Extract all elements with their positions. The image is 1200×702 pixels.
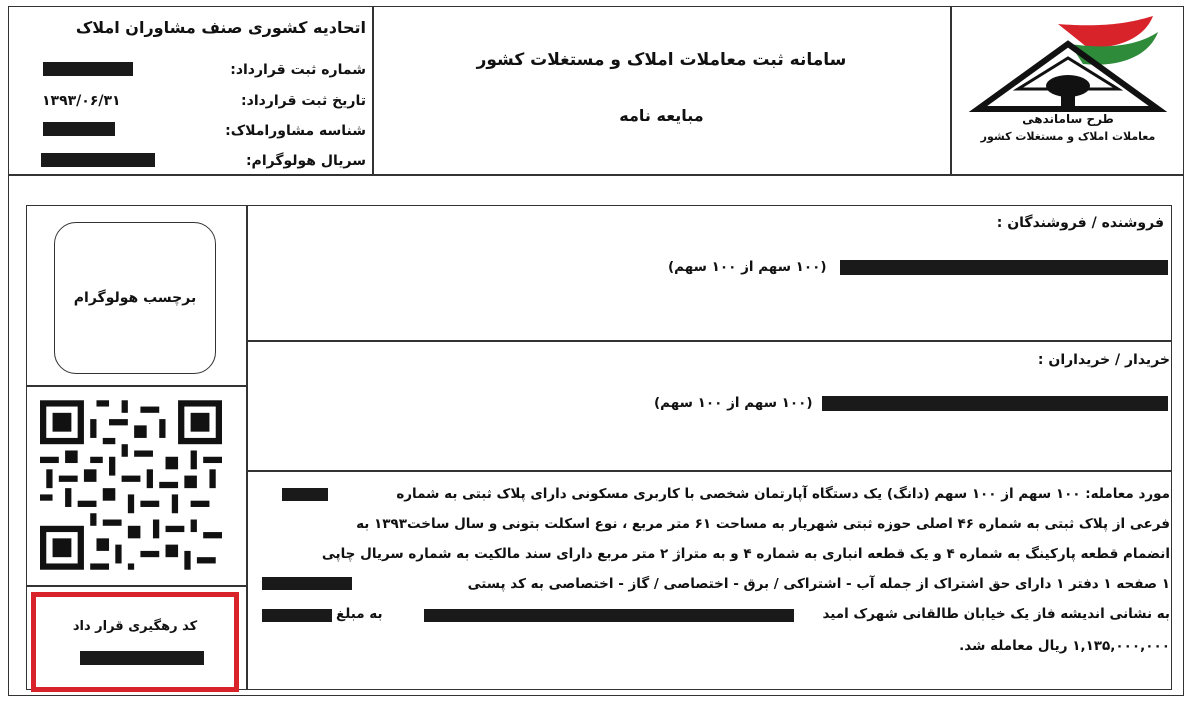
contract-number-label: شماره ثبت قرارداد: (230, 62, 366, 78)
subject-amount-words-redacted (262, 609, 332, 622)
agent-id-label: شناسه مشاوراملاک: (225, 123, 366, 139)
contract-date-label: تاریخ ثبت قرارداد: (241, 93, 366, 109)
subject-line-5: به نشانی اندیشه فاز یک خیابان طالقانی شهرک امید (822, 606, 1170, 622)
contract-number-redacted (43, 62, 133, 76)
subject-address-redacted (424, 609, 794, 622)
hologram-serial-label: سریال هولوگرام: (245, 153, 366, 169)
tracking-code-label: کد رهگیری قرار داد (72, 619, 198, 634)
buyer-share: (۱۰۰ سهم از ۱۰۰ سهم) (654, 395, 813, 411)
seller-name-redacted (840, 260, 1168, 275)
buyer-name-redacted (822, 396, 1168, 411)
union-title: اتحادیه کشوری صنف مشاوران املاک (75, 18, 366, 37)
seller-buyer-sep (246, 340, 1172, 342)
document-type: مبایعه نامه (619, 106, 704, 125)
contract-date-value: ۱۳۹۳/۰۶/۳۱ (42, 93, 121, 109)
hologram-serial-redacted (41, 153, 155, 167)
tracking-code-redacted (80, 651, 204, 665)
system-title: سامانه ثبت معاملات املاک و مستغلات کشور (476, 50, 847, 70)
agent-id-redacted (43, 122, 115, 136)
logo (958, 14, 1178, 164)
sidebar-sep-2 (26, 585, 246, 587)
buyer-subject-sep (246, 470, 1172, 472)
subject-line-2: فرعی از پلاک ثبتی به شماره ۴۶ اصلی حوزه ثبتی شهریار به مساحت ۶۱ متر مربع ، نوع اسکلت بتونی و سال ساخت۱۳۹۳ به (356, 516, 1170, 532)
logo-line2: معاملات املاک و مستغلات کشور (980, 130, 1156, 143)
hologram-sticker-box (54, 222, 216, 374)
seller-heading: فروشنده / فروشندگان : (996, 215, 1164, 231)
sidebar-divider (246, 205, 248, 690)
header-bottom-line (8, 174, 1184, 176)
seller-share: (۱۰۰ سهم از ۱۰۰ سهم) (668, 259, 827, 275)
header-divider-left (372, 6, 374, 174)
sidebar-sep-1 (26, 385, 246, 387)
subject-line-6: ۱,۱۳۵,۰۰۰,۰۰۰ ریال معامله شد. (959, 638, 1170, 654)
subject-plate-redacted (282, 488, 328, 501)
header-divider-right (950, 6, 952, 174)
subject-line-4: ۱ صفحه ۱ دفتر ۱ دارای حق اشتراک از جمله آب - اشتراکی / برق - اختصاصی / گاز - اختصاصی به کد پستی (467, 576, 1170, 592)
buyer-heading: خریدار / خریداران : (1037, 352, 1170, 368)
subject-line-5-tail: به مبلغ (336, 606, 383, 622)
subject-postal-redacted (262, 577, 352, 590)
hologram-label: برچسب هولوگرام (73, 290, 197, 306)
subject-line-3: انضمام قطعه پارکینگ به شماره ۴ و یک قطعه انباری به شماره ۴ و به متراژ ۲ متر مربع دارای سند مالکیت به شماره سریال چاپی (321, 546, 1170, 562)
subject-line-1: مورد معامله: ۱۰۰ سهم از ۱۰۰ سهم (دانگ) یک دستگاه آپارتمان شخصی با کاربری مسکونی دارای پلاک ثبتی به شماره (396, 486, 1170, 502)
tracking-code-box (31, 592, 239, 692)
qr-code-icon (40, 400, 222, 570)
logo-line1: طرح ساماندهی (1022, 112, 1114, 126)
